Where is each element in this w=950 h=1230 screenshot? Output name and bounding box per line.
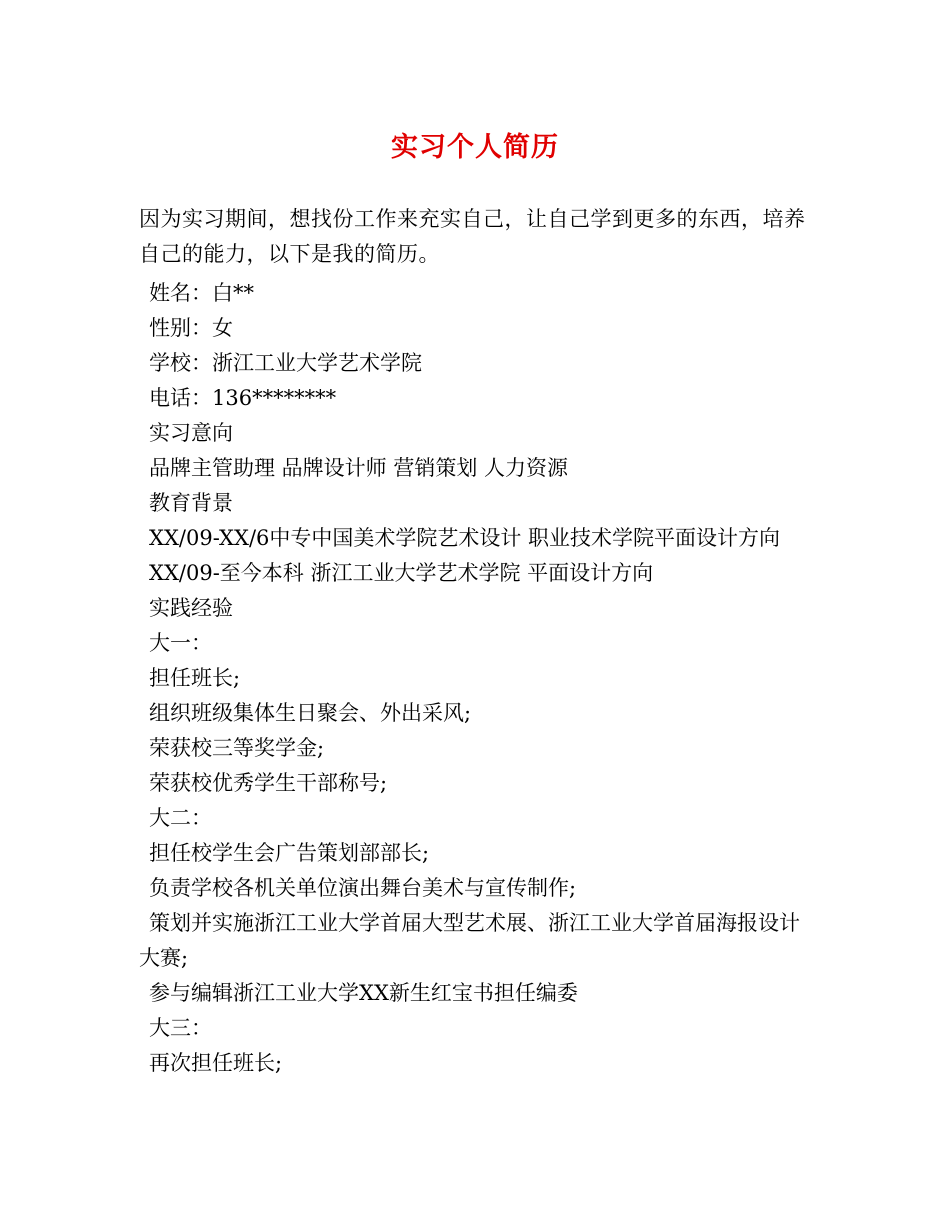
internship-intent-heading: 实习意向 — [149, 421, 233, 445]
experience-item: 荣获校优秀学生干部称号; — [149, 771, 388, 795]
experience-item: 担任校学生会广告策划部部长; — [149, 841, 430, 865]
experience-item: 负责学校各机关单位演出舞台美术与宣传制作; — [149, 876, 577, 900]
year-three-heading: 大三： — [149, 1016, 212, 1040]
year-two-heading: 大二： — [149, 806, 212, 830]
phone-line: 电话：136******** — [149, 386, 337, 410]
year-one-heading: 大一： — [149, 631, 212, 655]
internship-intent-line: 品牌主管助理 品牌设计师 营销策划 人力资源 — [149, 456, 569, 480]
education-heading: 教育背景 — [149, 491, 233, 515]
resume-lines — [139, 276, 819, 1081]
experience-item: 策划并实施浙江工业大学首届大型艺术展、浙江工业大学首届海报设计大赛; — [139, 911, 800, 970]
intro-paragraph: 因为实习期间，想找份工作来充实自己，让自己学到更多的东西，培养自己的能力，以下是我的简历。 — [139, 207, 806, 266]
page-title: 实习个人简历 — [391, 132, 559, 163]
experience-heading: 实践经验 — [149, 596, 233, 620]
education-line: XX/09-至今本科 浙江工业大学艺术学院 平面设计方向 — [149, 561, 654, 585]
education-line: XX/09-XX/6中专中国美术学院艺术设计 职业技术学院平面设计方向 — [149, 526, 781, 550]
experience-item: 参与编辑浙江工业大学XX新生红宝书担任编委 — [149, 981, 578, 1005]
gender-line: 性别：女 — [149, 316, 233, 340]
school-line: 学校：浙江工业大学艺术学院 — [149, 351, 422, 375]
experience-item: 荣获校三等奖学金; — [149, 736, 325, 760]
experience-item: 担任班长; — [149, 666, 241, 690]
name-line: 姓名：白** — [149, 281, 254, 305]
experience-item: 再次担任班长; — [149, 1051, 283, 1075]
experience-item: 组织班级集体生日聚会、外出采风; — [149, 701, 472, 725]
